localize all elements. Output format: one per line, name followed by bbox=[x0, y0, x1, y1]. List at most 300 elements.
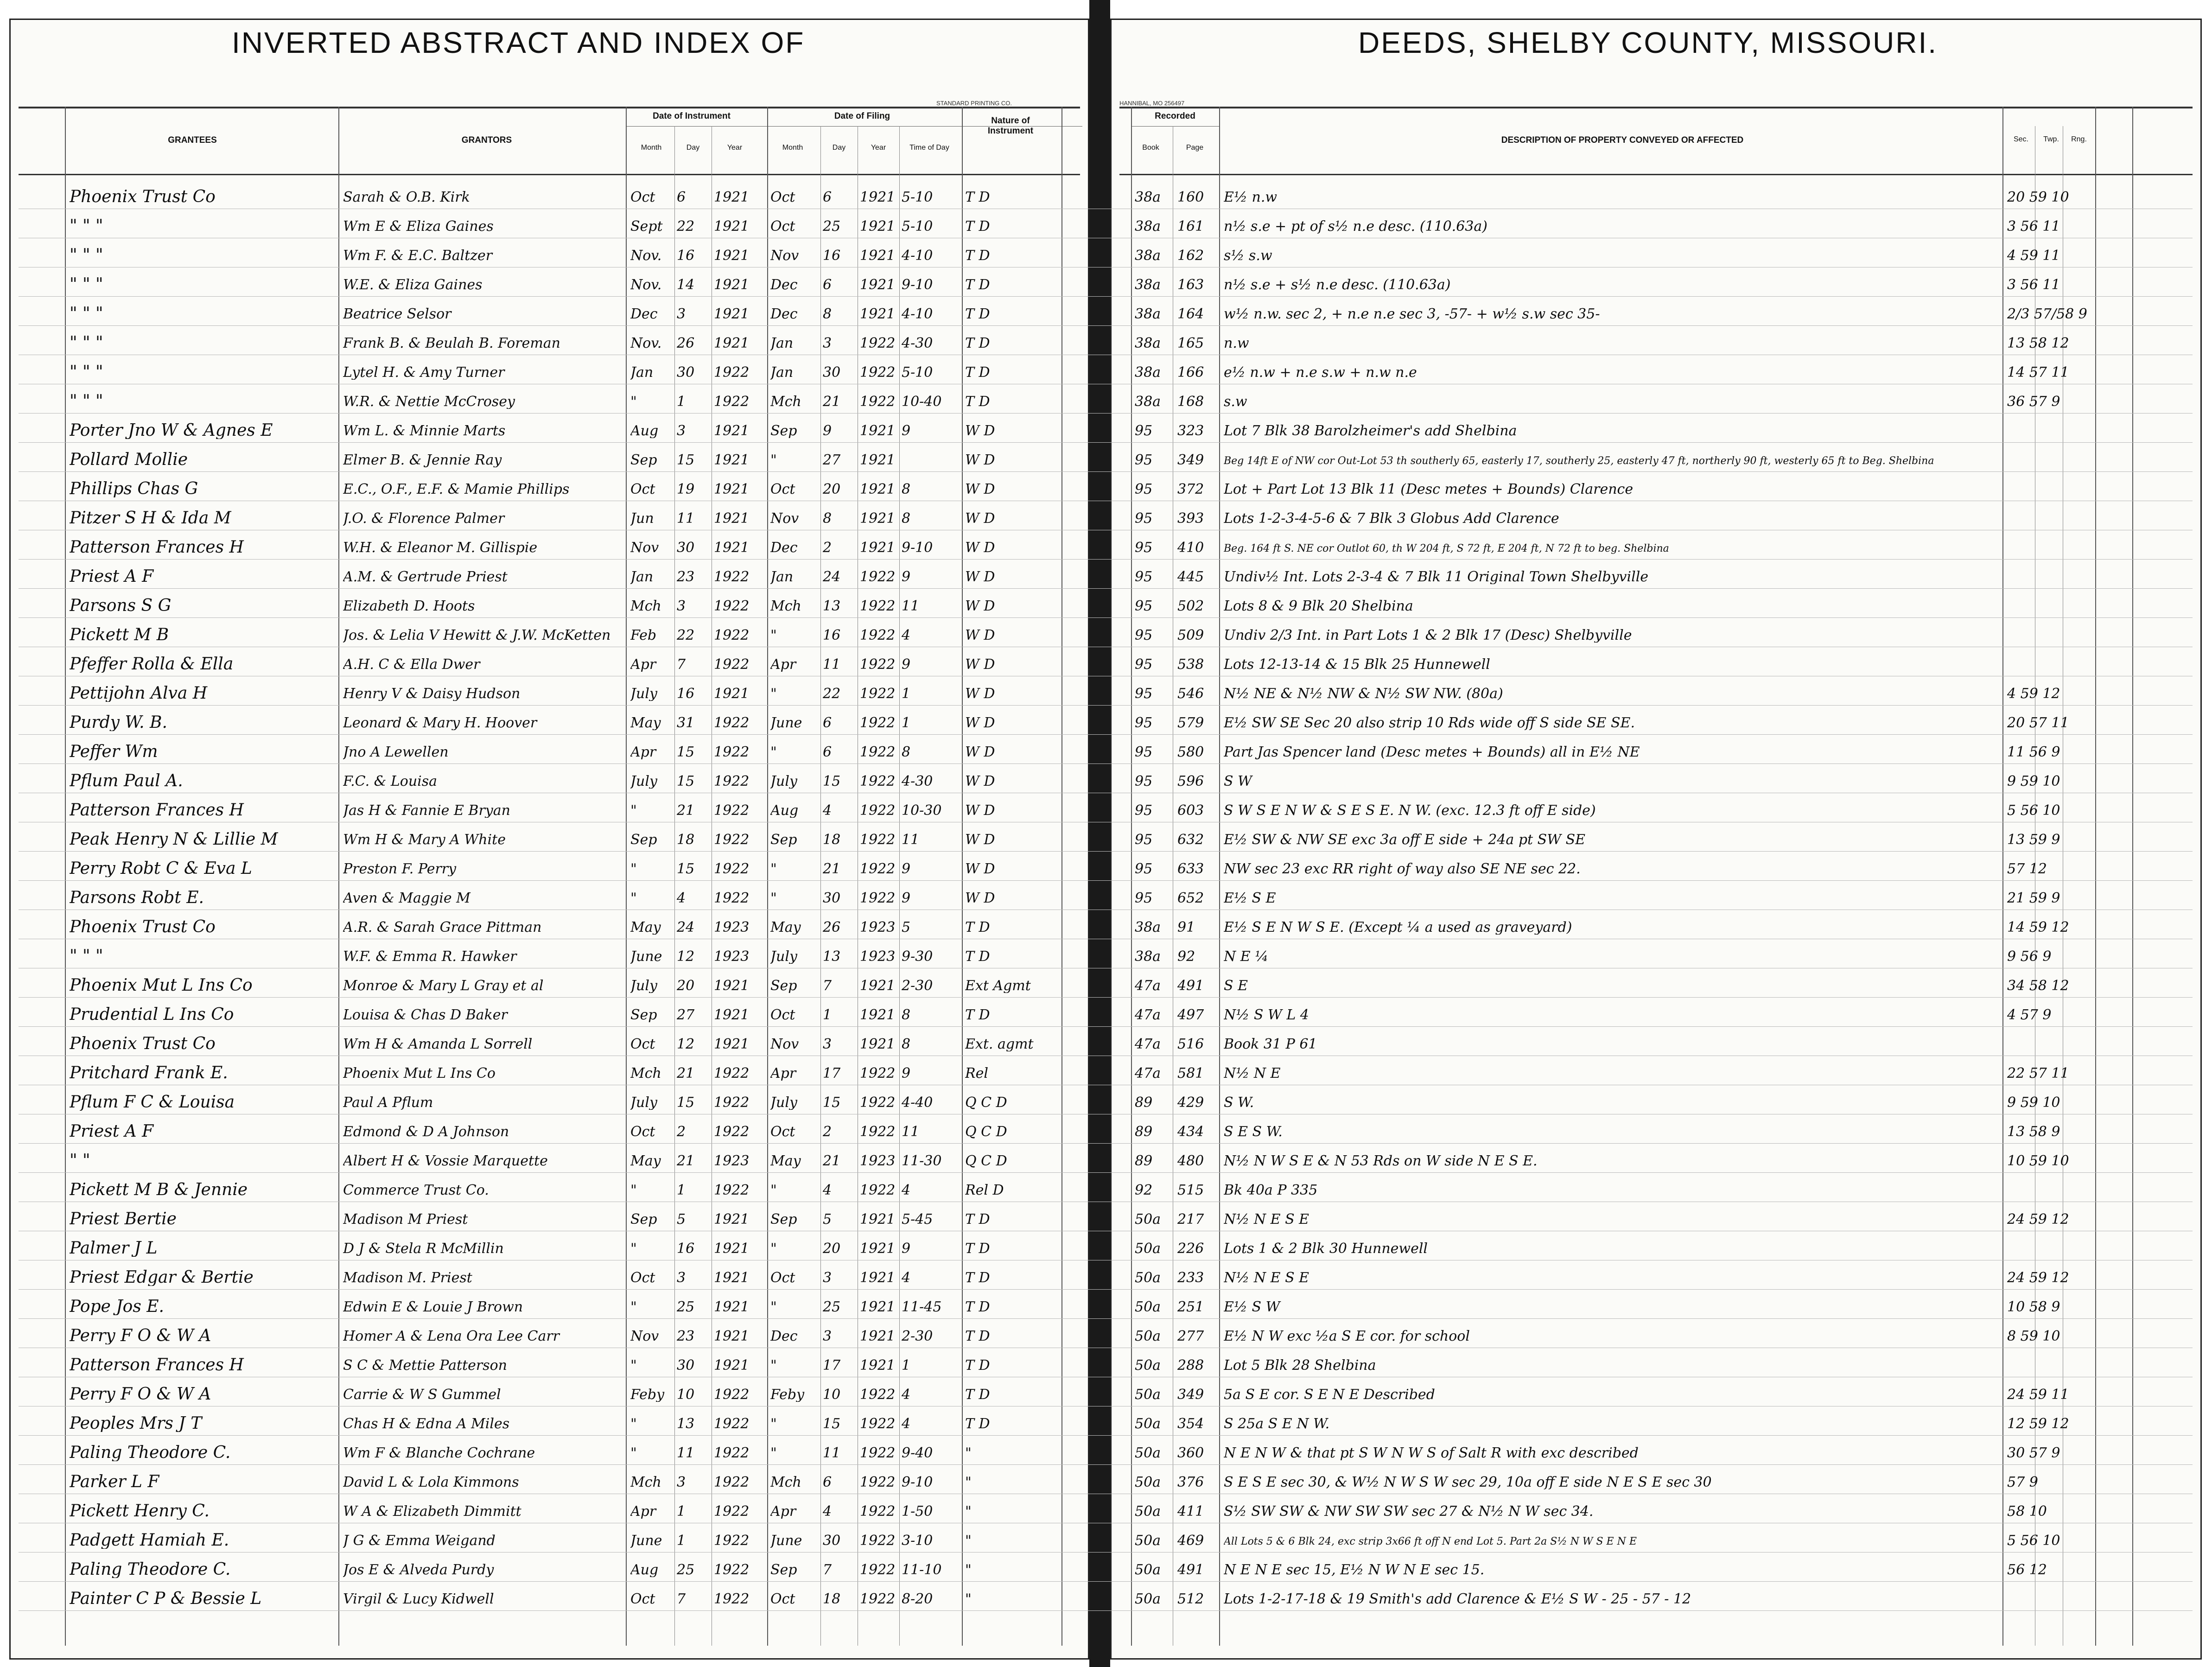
col-rule bbox=[674, 126, 675, 1646]
description-cell: Lot + Part Lot 13 Blk 11 (Desc metes + Bounds) Clarence bbox=[1224, 483, 1634, 496]
book-cell: 38a bbox=[1135, 307, 1161, 321]
filing-month-cell: Dec bbox=[770, 541, 798, 555]
book-cell: 38a bbox=[1135, 278, 1161, 292]
page-cell: 323 bbox=[1177, 424, 1204, 438]
sec-twp-rng-cell: 14 57 11 bbox=[2007, 366, 2069, 380]
description-cell: N½ NE & N½ NW & N½ SW NW. (80a) bbox=[1224, 687, 1503, 701]
page-cell: 502 bbox=[1177, 599, 1204, 613]
col-header-date-instrument: Date of Instrument bbox=[653, 111, 731, 121]
instrument-year-cell: 1922 bbox=[714, 745, 750, 759]
page-cell: 168 bbox=[1177, 395, 1204, 409]
description-cell: Beg. 164 ft S. NE cor Outlot 60, th W 204 ft, S 72 ft, E 204 ft, N 72 ft to beg. Shelbina bbox=[1224, 544, 1669, 554]
nature-cell: T D bbox=[965, 1300, 990, 1314]
grantee-cell: Padgett Hamiah E. bbox=[70, 1532, 229, 1549]
instrument-month-cell: Nov bbox=[630, 1330, 659, 1343]
nature-cell: " bbox=[965, 1476, 972, 1489]
description-cell: N E N E sec 15, E½ N W N E sec 15. bbox=[1224, 1563, 1485, 1577]
filing-month-cell: June bbox=[770, 716, 802, 730]
page-cell: 410 bbox=[1177, 541, 1204, 555]
grantee-cell: Priest A F bbox=[70, 568, 154, 585]
filing-year-cell: 1921 bbox=[860, 278, 896, 292]
row-rule bbox=[19, 1289, 2193, 1290]
instrument-day-cell: 23 bbox=[677, 1330, 695, 1343]
book-cell: 38a bbox=[1135, 337, 1161, 350]
grantor-cell: Preston F. Perry bbox=[343, 862, 457, 876]
filing-month-cell: Sep bbox=[770, 979, 797, 993]
grantor-cell: J.O. & Florence Palmer bbox=[343, 512, 505, 526]
filing-month-cell: " bbox=[770, 1446, 777, 1460]
instrument-day-cell: 5 bbox=[677, 1213, 686, 1227]
filing-year-cell: 1921 bbox=[860, 1213, 896, 1227]
instrument-month-cell: July bbox=[630, 687, 657, 701]
instrument-month-cell: Oct bbox=[630, 1037, 655, 1051]
page-cell: 288 bbox=[1177, 1359, 1204, 1373]
filing-month-cell: Oct bbox=[770, 1008, 795, 1022]
row-rule bbox=[19, 1581, 2193, 1582]
filing-month-cell: Jan bbox=[770, 570, 794, 584]
instrument-month-cell: Aug bbox=[630, 1563, 659, 1577]
time-of-day-cell: 8 bbox=[902, 512, 911, 526]
nature-cell: T D bbox=[965, 950, 990, 964]
col-header-nature: Nature of Instrument bbox=[987, 116, 1034, 136]
instrument-day-cell: 18 bbox=[677, 833, 695, 847]
page-cell: 164 bbox=[1177, 307, 1204, 321]
row-rule bbox=[19, 880, 2193, 881]
page-cell: 491 bbox=[1177, 1563, 1204, 1577]
book-gutter bbox=[1089, 0, 1110, 1667]
grantee-cell: " " " bbox=[70, 335, 103, 351]
time-of-day-cell: 4-10 bbox=[902, 307, 933, 321]
row-rule bbox=[19, 1143, 2193, 1144]
filing-year-cell: 1922 bbox=[860, 833, 896, 847]
instrument-year-cell: 1923 bbox=[714, 1154, 750, 1168]
instrument-month-cell: Sep bbox=[630, 1213, 657, 1227]
filing-day-cell: 17 bbox=[823, 1067, 841, 1081]
col-header-date-filing: Date of Filing bbox=[834, 111, 890, 121]
instrument-day-cell: 30 bbox=[677, 1359, 695, 1373]
time-of-day-cell: 2-30 bbox=[902, 979, 933, 993]
instrument-day-cell: 15 bbox=[677, 453, 695, 467]
page-cell: 480 bbox=[1177, 1154, 1204, 1168]
instrument-year-cell: 1921 bbox=[714, 453, 750, 467]
page-cell: 376 bbox=[1177, 1476, 1204, 1489]
grantor-cell: Chas H & Edna A Miles bbox=[343, 1417, 510, 1431]
instrument-month-cell: Mch bbox=[630, 1476, 661, 1489]
description-cell: Lot 7 Blk 38 Barolzheimer's add Shelbina bbox=[1224, 424, 1517, 438]
filing-month-cell: June bbox=[770, 1534, 802, 1548]
row-rule bbox=[19, 997, 2193, 998]
filing-year-cell: 1922 bbox=[860, 1592, 896, 1606]
book-cell: 50a bbox=[1135, 1446, 1161, 1460]
time-of-day-cell: 4 bbox=[902, 1388, 911, 1402]
filing-month-cell: Nov bbox=[770, 1037, 799, 1051]
description-cell: S 25a S E N W. bbox=[1224, 1417, 1330, 1431]
instrument-year-cell: 1922 bbox=[714, 1125, 750, 1139]
grantee-cell: Pflum F C & Louisa bbox=[70, 1094, 235, 1111]
filing-day-cell: 13 bbox=[823, 950, 841, 964]
instrument-month-cell: Oct bbox=[630, 191, 655, 204]
grantee-cell: Pritchard Frank E. bbox=[70, 1065, 228, 1082]
description-cell: n.w bbox=[1224, 337, 1249, 350]
subheader-inst-year: Year bbox=[727, 144, 743, 152]
time-of-day-cell: 9 bbox=[902, 1067, 911, 1081]
instrument-year-cell: 1921 bbox=[714, 979, 750, 993]
nature-cell: T D bbox=[965, 1417, 990, 1431]
right-page-title: DEEDS, SHELBY COUNTY, MISSOURI. bbox=[1358, 26, 1938, 59]
filing-year-cell: 1922 bbox=[860, 1476, 896, 1489]
book-cell: 95 bbox=[1135, 745, 1153, 759]
time-of-day-cell: 4-30 bbox=[902, 775, 933, 789]
filing-year-cell: 1922 bbox=[860, 1534, 896, 1548]
filing-day-cell: 1 bbox=[823, 1008, 832, 1022]
grantor-cell: Paul A Pflum bbox=[343, 1096, 433, 1110]
row-rule bbox=[19, 471, 2193, 472]
book-cell: 95 bbox=[1135, 862, 1153, 876]
filing-day-cell: 4 bbox=[823, 1505, 832, 1519]
instrument-year-cell: 1921 bbox=[714, 191, 750, 204]
page-cell: 633 bbox=[1177, 862, 1204, 876]
book-cell: 95 bbox=[1135, 629, 1153, 643]
instrument-month-cell: Apr bbox=[630, 1505, 656, 1519]
instrument-day-cell: 14 bbox=[677, 278, 695, 292]
book-cell: 50a bbox=[1135, 1300, 1161, 1314]
filing-day-cell: 6 bbox=[823, 716, 832, 730]
filing-day-cell: 4 bbox=[823, 1183, 832, 1197]
grantee-cell: Pfeffer Rolla & Ella bbox=[70, 656, 234, 673]
filing-day-cell: 21 bbox=[823, 862, 841, 876]
filing-day-cell: 6 bbox=[823, 1476, 832, 1489]
page-cell: 226 bbox=[1177, 1242, 1204, 1256]
filing-year-cell: 1922 bbox=[860, 745, 896, 759]
instrument-day-cell: 19 bbox=[677, 483, 695, 496]
sec-twp-rng-cell: 4 57 9 bbox=[2007, 1008, 2052, 1022]
instrument-day-cell: 30 bbox=[677, 541, 695, 555]
instrument-month-cell: Jun bbox=[630, 512, 654, 526]
book-cell: 38a bbox=[1135, 950, 1161, 964]
book-cell: 38a bbox=[1135, 921, 1161, 935]
page-cell: 632 bbox=[1177, 833, 1204, 847]
filing-month-cell: Oct bbox=[770, 220, 795, 234]
time-of-day-cell: 5-10 bbox=[902, 220, 933, 234]
instrument-day-cell: 16 bbox=[677, 249, 695, 263]
time-of-day-cell: 1-50 bbox=[902, 1505, 933, 1519]
nature-cell: T D bbox=[965, 307, 990, 321]
col-rule bbox=[626, 107, 627, 1646]
col-rule bbox=[338, 107, 339, 1646]
description-cell: E½ SW & NW SE exc 3a off E side + 24a pt SW SE bbox=[1224, 833, 1586, 847]
sec-twp-rng-cell: 24 59 12 bbox=[2007, 1213, 2069, 1227]
instrument-month-cell: Oct bbox=[630, 1125, 655, 1139]
grantor-cell: A.H. C & Ella Dwer bbox=[343, 658, 480, 672]
row-rule bbox=[19, 1172, 2193, 1173]
grantee-cell: Pitzer S H & Ida M bbox=[70, 510, 231, 527]
nature-cell: W D bbox=[965, 599, 995, 613]
page-cell: 349 bbox=[1177, 1388, 1204, 1402]
description-cell: Lot 5 Blk 28 Shelbina bbox=[1224, 1359, 1376, 1373]
col-rule bbox=[899, 126, 900, 1646]
description-cell: S W bbox=[1224, 775, 1252, 789]
instrument-month-cell: " bbox=[630, 395, 637, 409]
grantee-cell: Perry Robt C & Eva L bbox=[70, 860, 252, 877]
grantor-cell: Homer A & Lena Ora Lee Carr bbox=[343, 1330, 560, 1343]
description-cell: N½ N E bbox=[1224, 1067, 1281, 1081]
grantee-cell: Phoenix Trust Co bbox=[70, 1036, 216, 1052]
filing-month-cell: " bbox=[770, 687, 777, 701]
grantee-cell: Peoples Mrs J T bbox=[70, 1415, 202, 1432]
filing-year-cell: 1922 bbox=[860, 1388, 896, 1402]
instrument-year-cell: 1921 bbox=[714, 424, 750, 438]
filing-day-cell: 2 bbox=[823, 1125, 832, 1139]
nature-cell: Q C D bbox=[965, 1154, 1007, 1168]
filing-year-cell: 1922 bbox=[860, 1446, 896, 1460]
instrument-month-cell: Jan bbox=[630, 570, 654, 584]
filing-month-cell: Apr bbox=[770, 1505, 796, 1519]
instrument-year-cell: 1922 bbox=[714, 716, 750, 730]
time-of-day-cell: 10-40 bbox=[902, 395, 942, 409]
right-recorded-subheader-rule bbox=[1131, 126, 1219, 127]
instrument-month-cell: Oct bbox=[630, 1592, 655, 1606]
grantee-cell: Paling Theodore C. bbox=[70, 1561, 231, 1578]
instrument-month-cell: " bbox=[630, 1183, 637, 1197]
instrument-month-cell: May bbox=[630, 716, 661, 730]
col-header-description: DESCRIPTION OF PROPERTY CONVEYED OR AFFECTED bbox=[1501, 135, 1744, 145]
filing-day-cell: 8 bbox=[823, 307, 832, 321]
nature-cell: W D bbox=[965, 453, 995, 467]
instrument-month-cell: July bbox=[630, 979, 657, 993]
nature-cell: " bbox=[965, 1446, 972, 1460]
time-of-day-cell: 2-30 bbox=[902, 1330, 933, 1343]
time-of-day-cell: 5-10 bbox=[902, 191, 933, 204]
row-rule bbox=[19, 851, 2193, 852]
nature-cell: Q C D bbox=[965, 1125, 1007, 1139]
filing-day-cell: 25 bbox=[823, 220, 841, 234]
book-cell: 95 bbox=[1135, 599, 1153, 613]
description-cell: s½ s.w bbox=[1224, 249, 1272, 263]
filing-year-cell: 1922 bbox=[860, 395, 896, 409]
instrument-year-cell: 1922 bbox=[714, 1505, 750, 1519]
subheader-fil-year: Year bbox=[871, 144, 886, 152]
filing-year-cell: 1922 bbox=[860, 1125, 896, 1139]
instrument-month-cell: " bbox=[630, 891, 637, 905]
instrument-year-cell: 1922 bbox=[714, 891, 750, 905]
instrument-day-cell: 3 bbox=[677, 1476, 686, 1489]
col-header-grantors: GRANTORS bbox=[461, 135, 512, 145]
instrument-year-cell: 1921 bbox=[714, 249, 750, 263]
grantee-cell: Paling Theodore C. bbox=[70, 1444, 231, 1461]
instrument-year-cell: 1922 bbox=[714, 804, 750, 818]
row-rule bbox=[19, 1610, 2193, 1611]
time-of-day-cell: 8 bbox=[902, 745, 911, 759]
instrument-month-cell: Nov bbox=[630, 541, 659, 555]
instrument-day-cell: 1 bbox=[677, 1505, 686, 1519]
filing-day-cell: 22 bbox=[823, 687, 841, 701]
filing-month-cell: Sep bbox=[770, 1213, 797, 1227]
nature-cell: Rel D bbox=[965, 1183, 1004, 1197]
filing-year-cell: 1923 bbox=[860, 1154, 896, 1168]
filing-day-cell: 15 bbox=[823, 775, 841, 789]
sec-twp-rng-cell: 20 57 11 bbox=[2007, 716, 2069, 730]
nature-cell: T D bbox=[965, 366, 990, 380]
instrument-year-cell: 1921 bbox=[714, 337, 750, 350]
grantee-cell: " " " bbox=[70, 247, 103, 264]
description-cell: S W S E N W & S E S E. N W. (exc. 12.3 ft off E side) bbox=[1224, 804, 1596, 818]
instrument-year-cell: 1922 bbox=[714, 1183, 750, 1197]
description-cell: Book 31 P 61 bbox=[1224, 1037, 1317, 1051]
sec-twp-rng-cell: 4 59 12 bbox=[2007, 687, 2060, 701]
grantor-cell: W A & Elizabeth Dimmitt bbox=[343, 1505, 521, 1519]
nature-cell: W D bbox=[965, 424, 995, 438]
col-rule bbox=[962, 107, 963, 1646]
page-cell: 233 bbox=[1177, 1271, 1204, 1285]
row-rule bbox=[19, 559, 2193, 560]
page-cell: 160 bbox=[1177, 191, 1204, 204]
filing-day-cell: 30 bbox=[823, 366, 841, 380]
instrument-day-cell: 11 bbox=[677, 512, 695, 526]
sec-twp-rng-cell: 36 57 9 bbox=[2007, 395, 2060, 409]
grantee-cell: " " " bbox=[70, 948, 103, 965]
filing-year-cell: 1921 bbox=[860, 1242, 896, 1256]
sec-twp-rng-cell: 4 59 11 bbox=[2007, 249, 2060, 263]
right-header-top-rule bbox=[1119, 107, 2193, 108]
instrument-year-cell: 1923 bbox=[714, 921, 750, 935]
time-of-day-cell: 11-30 bbox=[902, 1154, 942, 1168]
description-cell: 5a S E cor. S E N E Described bbox=[1224, 1388, 1435, 1402]
filing-day-cell: 6 bbox=[823, 745, 832, 759]
instrument-month-cell: June bbox=[630, 1534, 662, 1548]
sec-twp-rng-cell: 9 56 9 bbox=[2007, 950, 2052, 964]
grantor-cell: W.E. & Eliza Gaines bbox=[343, 278, 483, 292]
filing-day-cell: 25 bbox=[823, 1300, 841, 1314]
filing-month-cell: " bbox=[770, 1300, 777, 1314]
filing-month-cell: July bbox=[770, 775, 797, 789]
instrument-year-cell: 1922 bbox=[714, 1096, 750, 1110]
time-of-day-cell: 9 bbox=[902, 862, 911, 876]
grantee-cell: Porter Jno W & Agnes E bbox=[70, 422, 273, 439]
filing-day-cell: 16 bbox=[823, 629, 841, 643]
book-cell: 50a bbox=[1135, 1242, 1161, 1256]
book-cell: 95 bbox=[1135, 658, 1153, 672]
grantor-cell: Madison M. Priest bbox=[343, 1271, 472, 1285]
filing-day-cell: 11 bbox=[823, 658, 841, 672]
grantor-cell: Henry V & Daisy Hudson bbox=[343, 687, 521, 701]
instrument-year-cell: 1921 bbox=[714, 1242, 750, 1256]
filing-year-cell: 1921 bbox=[860, 307, 896, 321]
filing-year-cell: 1922 bbox=[860, 337, 896, 350]
time-of-day-cell: 9-30 bbox=[902, 950, 933, 964]
book-cell: 50a bbox=[1135, 1476, 1161, 1489]
book-cell: 95 bbox=[1135, 570, 1153, 584]
instrument-year-cell: 1922 bbox=[714, 1563, 750, 1577]
left-page-title: INVERTED ABSTRACT AND INDEX OF bbox=[232, 26, 805, 59]
sec-twp-rng-cell: 22 57 11 bbox=[2007, 1067, 2069, 1081]
filing-month-cell: Mch bbox=[770, 599, 801, 613]
instrument-day-cell: 1 bbox=[677, 1534, 686, 1548]
filing-year-cell: 1922 bbox=[860, 599, 896, 613]
nature-cell: W D bbox=[965, 512, 995, 526]
description-cell: Lots 1 & 2 Blk 30 Hunnewell bbox=[1224, 1242, 1428, 1256]
filing-month-cell: Oct bbox=[770, 1125, 795, 1139]
nature-cell: " bbox=[965, 1505, 972, 1519]
instrument-month-cell: Sept bbox=[630, 220, 663, 234]
filing-day-cell: 24 bbox=[823, 570, 841, 584]
row-rule bbox=[19, 1435, 2193, 1436]
time-of-day-cell: 3-10 bbox=[902, 1534, 933, 1548]
filing-year-cell: 1921 bbox=[860, 1008, 896, 1022]
nature-cell: Ext Agmt bbox=[965, 979, 1031, 993]
description-cell: w½ n.w. sec 2, + n.e n.e sec 3, -57- + w½ s.w sec 35- bbox=[1224, 307, 1600, 321]
filing-month-cell: May bbox=[770, 1154, 801, 1168]
grantee-cell: Patterson Frances H bbox=[70, 539, 244, 556]
instrument-day-cell: 4 bbox=[677, 891, 686, 905]
grantor-cell: Leonard & Mary H. Hoover bbox=[343, 716, 537, 730]
book-cell: 47a bbox=[1135, 979, 1161, 993]
instrument-month-cell: Nov. bbox=[630, 249, 662, 263]
filing-day-cell: 3 bbox=[823, 1330, 832, 1343]
grantor-cell: F.C. & Louisa bbox=[343, 775, 438, 789]
instrument-year-cell: 1922 bbox=[714, 658, 750, 672]
description-cell: N½ S W L 4 bbox=[1224, 1008, 1309, 1022]
filing-day-cell: 27 bbox=[823, 453, 841, 467]
filing-year-cell: 1921 bbox=[860, 512, 896, 526]
instrument-day-cell: 15 bbox=[677, 862, 695, 876]
form-number: HANNIBAL, MO 256497 bbox=[1119, 100, 1185, 107]
filing-year-cell: 1922 bbox=[860, 1417, 896, 1431]
sec-twp-rng-cell: 12 59 12 bbox=[2007, 1417, 2069, 1431]
grantee-cell: " " " bbox=[70, 305, 103, 322]
filing-day-cell: 15 bbox=[823, 1417, 841, 1431]
filing-year-cell: 1922 bbox=[860, 570, 896, 584]
description-cell: S W. bbox=[1224, 1096, 1254, 1110]
filing-month-cell: " bbox=[770, 453, 777, 467]
grantor-cell: Edmond & D A Johnson bbox=[343, 1125, 509, 1139]
filing-year-cell: 1922 bbox=[860, 1505, 896, 1519]
instrument-day-cell: 3 bbox=[677, 307, 686, 321]
page-cell: 360 bbox=[1177, 1446, 1204, 1460]
grantee-cell: " " " bbox=[70, 393, 103, 410]
row-rule bbox=[19, 734, 2193, 735]
instrument-month-cell: June bbox=[630, 950, 662, 964]
time-of-day-cell: 4-40 bbox=[902, 1096, 933, 1110]
grantor-cell: E.C., O.F., E.F. & Mamie Phillips bbox=[343, 483, 570, 496]
instrument-day-cell: 16 bbox=[677, 687, 695, 701]
page-cell: 546 bbox=[1177, 687, 1204, 701]
instrument-month-cell: Sep bbox=[630, 833, 657, 847]
instrument-year-cell: 1922 bbox=[714, 366, 750, 380]
instrument-year-cell: 1922 bbox=[714, 1476, 750, 1489]
grantor-cell: Commerce Trust Co. bbox=[343, 1183, 489, 1197]
col-header-grantees: GRANTEES bbox=[168, 135, 217, 145]
instrument-year-cell: 1921 bbox=[714, 1271, 750, 1285]
grantee-cell: Priest Edgar & Bertie bbox=[70, 1269, 254, 1286]
time-of-day-cell: 9 bbox=[902, 570, 911, 584]
page-cell: 251 bbox=[1177, 1300, 1204, 1314]
filing-year-cell: 1921 bbox=[860, 541, 896, 555]
instrument-month-cell: May bbox=[630, 1154, 661, 1168]
page-cell: 217 bbox=[1177, 1213, 1204, 1227]
instrument-day-cell: 2 bbox=[677, 1125, 686, 1139]
grantor-cell: Edwin E & Louie J Brown bbox=[343, 1300, 523, 1314]
filing-month-cell: Mch bbox=[770, 1476, 801, 1489]
nature-cell: " bbox=[965, 1592, 972, 1606]
nature-cell: T D bbox=[965, 921, 990, 935]
filing-year-cell: 1921 bbox=[860, 191, 896, 204]
filing-year-cell: 1923 bbox=[860, 921, 896, 935]
description-cell: S E S W. bbox=[1224, 1125, 1283, 1139]
filing-month-cell: " bbox=[770, 629, 777, 643]
instrument-day-cell: 13 bbox=[677, 1417, 695, 1431]
filing-year-cell: 1921 bbox=[860, 453, 896, 467]
grantee-cell: " " " bbox=[70, 276, 103, 293]
